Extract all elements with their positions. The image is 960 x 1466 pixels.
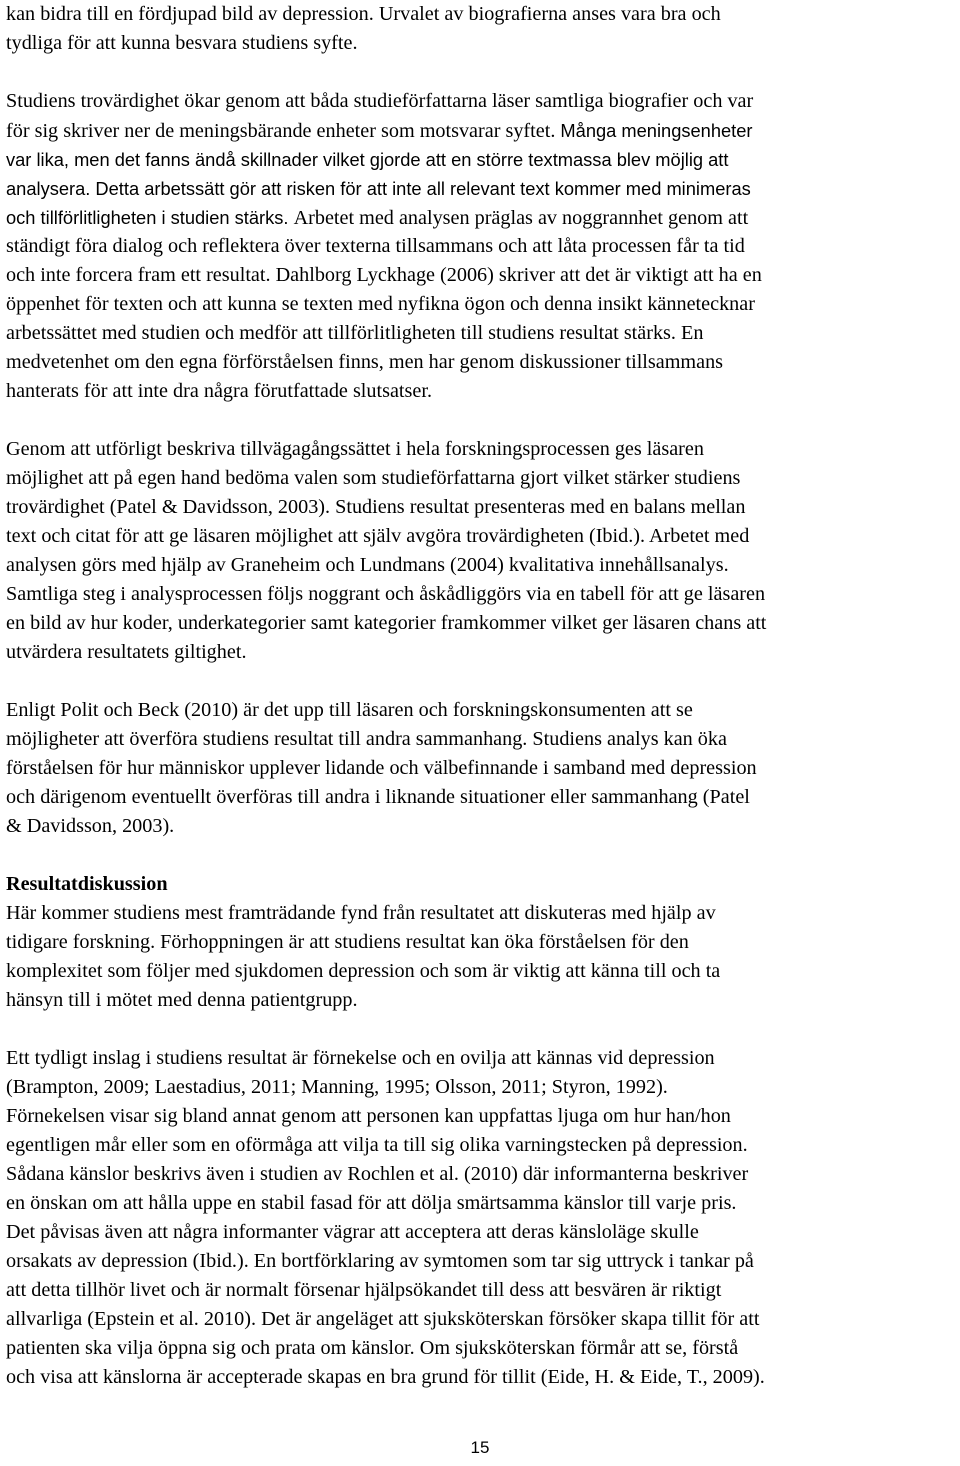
- text-line: [6, 1073, 960, 1102]
- text-line: [6, 1160, 960, 1189]
- paragraph: [6, 696, 960, 841]
- text-line: [6, 319, 960, 348]
- paragraph: [6, 1044, 960, 1392]
- text-line: [6, 986, 960, 1015]
- text-line: [6, 232, 960, 261]
- text-segment: möjlighet att på egen hand bedöma valen som studieförfattarna gjort vilket stärker studiens: [6, 467, 741, 489]
- paragraph: [6, 87, 960, 406]
- text-line: [6, 203, 960, 232]
- text-segment: och därigenom eventuellt överföras till andra i liknande situationer eller sammanhang (Patel: [6, 786, 750, 808]
- text-segment: att detta tillhör livet och är normalt försenar hjälpsökandet till dess att besvären är riktigt: [6, 1279, 722, 1301]
- text-line: [6, 783, 960, 812]
- text-line: [6, 116, 960, 145]
- paragraph-gap: [6, 667, 960, 696]
- text-line: [6, 754, 960, 783]
- paragraph: [6, 0, 960, 58]
- text-segment: och visa att känslorna är accepterade skapas en bra grund för tillit (Eide, H. & Eide, T., 2009).: [6, 1366, 765, 1388]
- document-page: [6, 0, 960, 1392]
- text-segment: komplexitet som följer med sjukdomen depression och som är viktig att känna till och ta: [6, 960, 721, 982]
- text-line: [6, 290, 960, 319]
- text-line: [6, 87, 960, 116]
- text-segment: kan bidra till en fördjupad bild av depression. Urvalet av biografierna anses vara bra och: [6, 3, 721, 25]
- text-segment: en önskan om att hålla uppe en stabil fasad för att dölja smärtsamma känslor till varje pris.: [6, 1192, 737, 1214]
- section-heading: Resultatdiskussion: [6, 873, 168, 895]
- text-segment: öppenhet för texten och att kunna se texten med nyfikna ögon och denna insikt kännetecknar: [6, 293, 755, 315]
- text-segment: Det påvisas även att några informanter vägrar att acceptera att deras känsloläge skulle: [6, 1221, 699, 1243]
- text-line: [6, 348, 960, 377]
- text-segment: var lika, men det fanns ändå skillnader vilket gjorde att en större textmassa blev möjlig att: [6, 149, 729, 170]
- text-segment: text och citat för att ge läsaren möjlighet att själv avgöra trovärdigheten (Ibid.). Arbetet med: [6, 525, 750, 547]
- text-line: [6, 1131, 960, 1160]
- text-segment: Ett tydligt inslag i studiens resultat är förnekelse och en ovilja att kännas vid depression: [6, 1047, 715, 1069]
- text-line: [6, 522, 960, 551]
- text-segment: Samtliga steg i analysprocessen följs noggrant och åskådliggörs via en tabell för att ge läsaren: [6, 583, 766, 605]
- text-segment: utvärdera resultatets giltighet.: [6, 641, 247, 663]
- text-segment: patienten ska vilja öppna sig och prata om känslor. Om sjuksköterskan förmår att se, förstå: [6, 1337, 739, 1359]
- text-segment: & Davidsson, 2003).: [6, 815, 175, 837]
- text-segment: en bild av hur koder, underkategorier samt kategorier framkommer vilket ger läsaren chans att: [6, 612, 767, 634]
- text-line: [6, 928, 960, 957]
- text-line: [6, 725, 960, 754]
- text-segment: Många meningsenheter: [560, 120, 753, 141]
- paragraph-gap: [6, 406, 960, 435]
- text-line: [6, 1044, 960, 1073]
- text-segment: hänsyn till i mötet med denna patientgrupp.: [6, 989, 358, 1011]
- text-line: [6, 1276, 960, 1305]
- text-line: [6, 1305, 960, 1334]
- paragraph: [6, 870, 960, 1015]
- text-line: [6, 1363, 960, 1392]
- text-line: [6, 1189, 960, 1218]
- text-segment: tidigare forskning. Förhoppningen är att studiens resultat kan öka förståelsen för den: [6, 931, 689, 953]
- text-line: [6, 145, 960, 174]
- text-segment: (Brampton, 2009; Laestadius, 2011; Manning, 1995; Olsson, 2011; Styron, 1992).: [6, 1076, 668, 1098]
- text-segment: för sig skriver ner de meningsbärande enheter som motsvarar syftet.: [6, 120, 561, 142]
- text-line: [6, 957, 960, 986]
- text-line: [6, 377, 960, 406]
- text-segment: förståelsen för hur människor upplever lidande och välbefinnande i samband med depression: [6, 757, 757, 779]
- text-line: [6, 551, 960, 580]
- text-segment: tydliga för att kunna besvara studiens syfte.: [6, 32, 358, 54]
- text-segment: Sådana känslor beskrivs även i studien av Rochlen et al. (2010) där informanterna beskriver: [6, 1163, 749, 1185]
- text-line: [6, 1334, 960, 1363]
- paragraph-gap: [6, 58, 960, 87]
- text-segment: hanterats för att inte dra några förutfattade slutsatser.: [6, 380, 433, 402]
- text-segment: och tillförlitligheten i studien stärks.: [6, 207, 294, 228]
- text-line: [6, 696, 960, 725]
- text-line: [6, 812, 960, 841]
- paragraph: [6, 435, 960, 667]
- text-segment: Arbetet med analysen präglas av noggrannhet genom att: [293, 207, 749, 229]
- text-line: [6, 174, 960, 203]
- text-line: [6, 638, 960, 667]
- text-segment: orsakats av depression (Ibid.). En bortförklaring av symtomen som tar sig uttryck i tankar på: [6, 1250, 754, 1272]
- text-line: [6, 29, 960, 58]
- text-segment: ständigt föra dialog och reflektera över texterna tillsammans och att låta processen får ta tid: [6, 235, 745, 257]
- text-line: [6, 464, 960, 493]
- text-segment: Enligt Polit och Beck (2010) är det upp till läsaren och forskningskonsumenten att se: [6, 699, 693, 721]
- text-line: [6, 493, 960, 522]
- text-segment: analysera. Detta arbetssätt gör att risken för att inte all relevant text kommer med minimeras: [6, 178, 751, 199]
- text-line: [6, 261, 960, 290]
- text-line: [6, 1247, 960, 1276]
- paragraph-gap: [6, 1015, 960, 1044]
- text-segment: allvarliga (Epstein et al. 2010). Det är angeläget att sjuksköterskan försöker skapa tillit för att: [6, 1308, 760, 1330]
- text-line: [6, 609, 960, 638]
- text-line: [6, 435, 960, 464]
- text-segment: möjligheter att överföra studiens resultat till andra sammanhang. Studiens analys kan öka: [6, 728, 727, 750]
- text-segment: Studiens trovärdighet ökar genom att båda studieförfattarna läser samtliga biografier och var: [6, 90, 754, 112]
- page-number: 15: [470, 1438, 490, 1457]
- text-segment: och inte forcera fram ett resultat. Dahlborg Lyckhage (2006) skriver att det är viktigt att ha en: [6, 264, 762, 286]
- text-segment: Här kommer studiens mest framträdande fynd från resultatet att diskuteras med hjälp av: [6, 902, 716, 924]
- text-segment: Förnekelsen visar sig bland annat genom att personen kan uppfattas ljuga om hur han/hon: [6, 1105, 731, 1127]
- text-line: [6, 899, 960, 928]
- paragraph-gap: [6, 841, 960, 870]
- text-line: [6, 1102, 960, 1131]
- text-segment: medvetenhet om den egna förförståelsen finns, men har genom diskussioner tillsammans: [6, 351, 724, 373]
- text-segment: trovärdighet (Patel & Davidsson, 2003). Studiens resultat presenteras med en balans mellan: [6, 496, 746, 518]
- text-segment: Genom att utförligt beskriva tillvägagångssättet i hela forskningsprocessen ges läsaren: [6, 438, 704, 460]
- text-line: [6, 0, 960, 29]
- text-segment: arbetssättet med studien och medför att tillförlitligheten till studiens resultat stärks. En: [6, 322, 704, 344]
- text-line: [6, 1218, 960, 1247]
- text-segment: egentligen mår eller som en oförmåga att vilja ta till sig olika varningstecken på depression.: [6, 1134, 748, 1156]
- text-segment: analysen görs med hjälp av Graneheim och Lundmans (2004) kvalitativa innehållsanalys.: [6, 554, 729, 576]
- text-line: [6, 580, 960, 609]
